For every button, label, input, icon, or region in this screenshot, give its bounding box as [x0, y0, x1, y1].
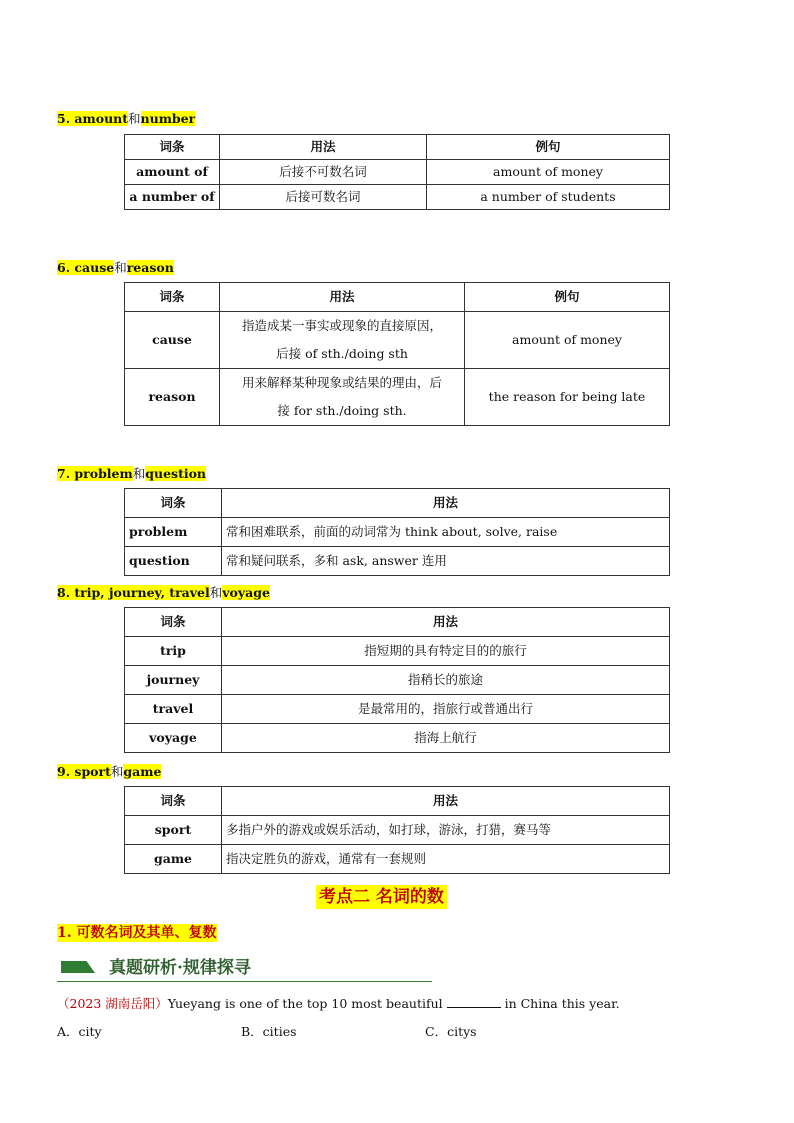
table-cause-reason	[124, 282, 670, 426]
banner	[57, 957, 432, 983]
table-row	[125, 695, 670, 724]
usage-cell: 多指户外的游戏或娱乐活动，如打球，游泳，打猎，赛马等	[222, 816, 670, 845]
usage-cell	[220, 312, 465, 369]
table-sport-game	[124, 786, 670, 874]
section-title: 考点二 名词的数	[316, 885, 447, 909]
section-6-heading	[57, 260, 174, 276]
heading-term-b: voyage	[222, 585, 270, 600]
option-b: B．cities	[241, 1024, 297, 1039]
term-cell: travel	[125, 695, 222, 724]
heading-term-b: game	[123, 764, 162, 779]
header-usage: 用法	[222, 787, 670, 816]
usage-cell: 指海上航行	[222, 724, 670, 753]
question-text-before: Yueyang is one of the top 10 most beautiful	[167, 996, 447, 1011]
example-cell: amount of money	[465, 312, 670, 369]
term-cell: reason	[125, 369, 220, 426]
header-usage: 用法	[222, 489, 670, 518]
term-cell: trip	[125, 637, 222, 666]
table-row	[125, 724, 670, 753]
header-term: 词条	[125, 608, 222, 637]
usage-cell: 是最常用的，指旅行或普通出行	[222, 695, 670, 724]
header-term: 词条	[125, 135, 220, 160]
header-term: 词条	[125, 787, 222, 816]
example-cell: the reason for being late	[465, 369, 670, 426]
section-5-heading	[57, 111, 195, 127]
section-7-heading	[57, 466, 206, 482]
answer-blank	[447, 995, 501, 1008]
usage-cell: 后接不可数名词	[220, 160, 427, 185]
banner-rule	[57, 981, 432, 982]
banner-text: 真题研析·规律探寻	[109, 958, 251, 978]
example-cell: a number of students	[427, 185, 670, 210]
table-header-row	[125, 787, 670, 816]
usage-cell: 常和疑问联系，多和 ask, answer 连用	[222, 547, 670, 576]
term-cell: voyage	[125, 724, 222, 753]
heading-term-a: 7. problem	[57, 466, 133, 481]
heading-term-a: 8. trip, journey, travel	[57, 585, 210, 600]
heading-and: 和	[128, 111, 141, 126]
question-source: （2023 湖南岳阳）	[57, 996, 168, 1011]
banner-arrow-icon	[61, 961, 95, 973]
table-row	[125, 816, 670, 845]
table-header-row	[125, 283, 670, 312]
table-row	[125, 369, 670, 426]
term-cell: sport	[125, 816, 222, 845]
table-row	[125, 160, 670, 185]
option-c: C．citys	[425, 1024, 477, 1039]
term-cell: amount of	[125, 160, 220, 185]
table-row	[125, 312, 670, 369]
table-row	[125, 518, 670, 547]
table-row	[125, 637, 670, 666]
question-text-after: in China this year.	[500, 996, 620, 1011]
table-row	[125, 845, 670, 874]
section-9-heading	[57, 764, 161, 780]
heading-and: 和	[114, 260, 127, 275]
usage-line-1: 用来解释某种现象或结果的理由，后	[241, 375, 442, 390]
header-example: 例句	[465, 283, 670, 312]
heading-and: 和	[110, 764, 124, 779]
usage-line-2: 后接 of sth./doing sth	[276, 346, 408, 361]
subsection-heading: 1. 可数名词及其单、复数	[57, 925, 217, 941]
term-cell: cause	[125, 312, 220, 369]
heading-term-a: 9. sport	[57, 764, 111, 779]
heading-term-b: reason	[126, 260, 174, 275]
table-header-row	[125, 135, 670, 160]
term-cell: a number of	[125, 185, 220, 210]
table-amount-number	[124, 134, 670, 210]
table-trip-journey-travel-voyage	[124, 607, 670, 753]
table-row	[125, 185, 670, 210]
header-usage: 用法	[220, 135, 427, 160]
table-header-row	[125, 489, 670, 518]
term-cell: problem	[125, 518, 222, 547]
usage-cell: 常和困难联系，前面的动词常为 think about, solve, raise	[222, 518, 670, 547]
question-stem	[57, 995, 620, 1012]
example-cell: amount of money	[427, 160, 670, 185]
usage-cell: 后接可数名词	[220, 185, 427, 210]
header-term: 词条	[125, 489, 222, 518]
header-usage: 用法	[222, 608, 670, 637]
heading-and: 和	[209, 585, 223, 600]
header-example: 例句	[427, 135, 670, 160]
usage-line-1: 指造成某一事实或现象的直接原因，	[241, 318, 442, 333]
term-cell: journey	[125, 666, 222, 695]
term-cell: game	[125, 845, 222, 874]
usage-line-2: 接 for sth./doing sth.	[277, 403, 407, 418]
heading-term-a: 5. amount	[57, 111, 129, 126]
section-8-heading	[57, 585, 270, 601]
table-problem-question	[124, 488, 670, 576]
heading-term-b: number	[140, 111, 196, 126]
usage-cell	[220, 369, 465, 426]
heading-term-a: 6. cause	[57, 260, 115, 275]
option-a: A．city	[57, 1024, 102, 1039]
table-header-row	[125, 608, 670, 637]
heading-term-b: question	[145, 466, 207, 481]
term-cell: question	[125, 547, 222, 576]
usage-cell: 指稍长的旅途	[222, 666, 670, 695]
usage-cell: 指决定胜负的游戏，通常有一套规则	[222, 845, 670, 874]
usage-cell: 指短期的具有特定目的的旅行	[222, 637, 670, 666]
heading-and: 和	[132, 466, 146, 481]
table-row	[125, 547, 670, 576]
header-term: 词条	[125, 283, 220, 312]
table-row	[125, 666, 670, 695]
header-usage: 用法	[220, 283, 465, 312]
